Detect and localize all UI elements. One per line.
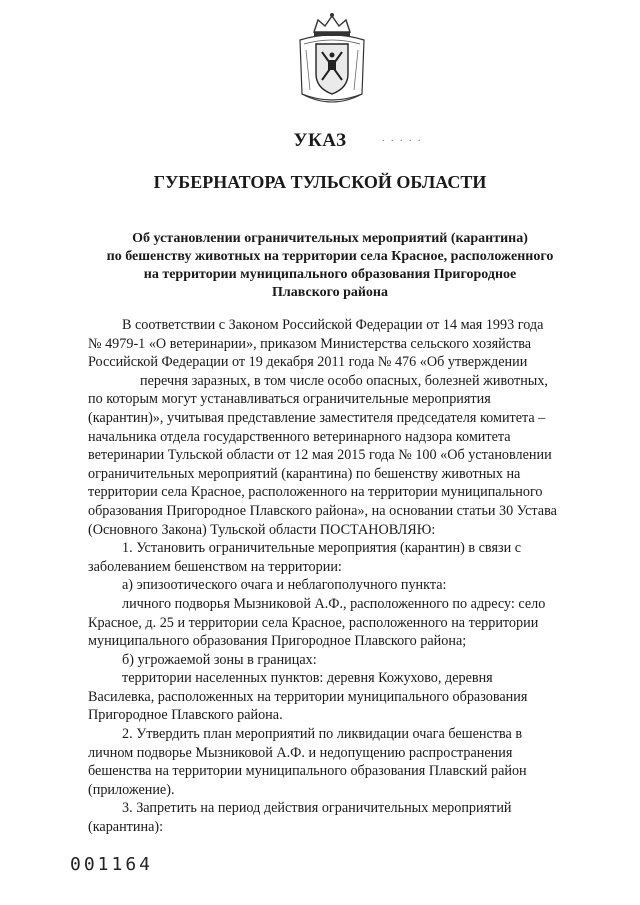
body-line: (карантин)», учитывая представление заместителя председателя комитета – [88,409,546,426]
tula-coat-of-arms-icon [292,10,372,106]
body-line: образования Пригородное Плавского района», на основании статьи 30 Устава [88,502,557,519]
title-marks: . . . . . [382,133,423,144]
body-line: ветеринарии Тульской области от 12 мая 2015 года № 100 «Об установлении [88,447,552,464]
body-line: личного подворья Мызниковой А.Ф., расположенного по адресу: село [122,595,546,612]
body-line: В соответствии с Законом Российской Федерации от 14 мая 1993 года [122,317,544,333]
body-line: территории села Красное, расположенного на территории муниципального [88,484,543,501]
body-line: личном подворье Мызниковой А.Ф. и недопущению распространения [88,744,513,761]
body-line: № 4979-1 «О ветеринарии», приказом Министерства сельского хозяйства [88,335,532,352]
document-subject [90,230,570,302]
body-line: Российской Федерации от 19 декабря 2011 года № 476 «Об утверждении [88,354,528,371]
body-line: по которым могут устанавливаться ограничительные мероприятия [88,391,491,408]
body-line: а) эпизоотического очага и неблагополучного пункта: [122,577,447,594]
document-authority: ГУБЕРНАТОРА ТУЛЬСКОЙ ОБЛАСТИ [153,172,487,192]
subject-line: Плавского района [272,285,388,300]
subject-line: Об установлении ограничительных мероприятий (карантина) [132,231,528,246]
body-line: (приложение). [88,781,175,798]
body-line: 3. Запретить на период действия ограничительных мероприятий [122,800,512,817]
body-line: Красное, д. 25 и территории села Красное, расположенного на территории [88,614,539,631]
body-line: перечня заразных, в том числе особо опасных, болезней животных, [140,372,548,389]
body-line: муниципального образования Пригородное Плавского района; [88,633,467,650]
document-body [88,316,600,837]
body-line: 2. Утвердить план мероприятий по ликвидации очага бешенства в [122,726,523,743]
body-line: (Основного Закона) Тульской области ПОСТАНОВЛЯЮ: [88,521,436,538]
body-line: бешенства на территории муниципального образования Плавский район [88,763,527,780]
body-line: ограничительных мероприятий (карантина) по бешенству животных на [88,465,521,482]
subject-line: по бешенству животных на территории села Красное, расположенного [106,249,554,264]
body-line: 1. Установить ограничительные мероприятия (карантин) в связи с [122,540,522,557]
body-line: б) угрожаемой зоны в границах: [122,651,317,668]
body-line: территории населенных пунктов: деревня Кожухово, деревня [122,670,493,687]
subject-line: на территории муниципального образования Пригородное [143,267,517,282]
body-line: Василевка, расположенных на территории муниципального образования [88,688,528,705]
body-line: (карантина): [88,819,164,836]
document-title: УКАЗ [293,130,347,151]
body-line: заболеванием бешенством на территории: [88,558,342,575]
body-line: начальника отдела государственного ветеринарного надзора комитета [88,428,511,445]
body-line: Пригородное Плавского района. [88,707,283,724]
serial-number: 001164 [70,854,154,875]
